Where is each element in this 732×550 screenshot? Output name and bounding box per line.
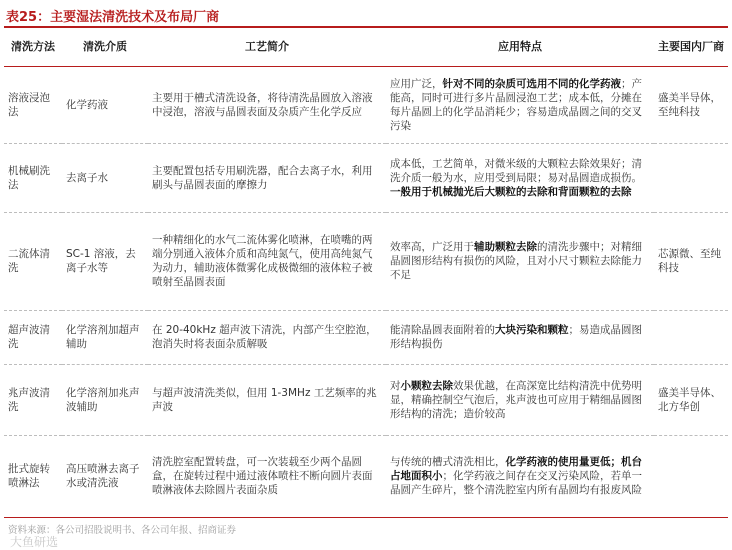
process-cell: 主要用于槽式清洗设备，将待清洗晶圆放入溶液中浸泡，溶液与晶圆表面及杂质产生化学反应 (152, 91, 373, 118)
table-header-row (4, 28, 728, 66)
process-cell: 清洗腔室配置转盘，可一次装载至少两个晶圆盒，在旋转过程中通过液体喷柱不断向圆片表面喷淋液体去除圆片表面杂质 (152, 456, 373, 496)
method-cell: 兆声波清洗 (8, 386, 50, 413)
method-cell: 二流体清洗 (8, 248, 50, 274)
feature-text: ；易造成晶圆图形结构损伤 (390, 324, 642, 350)
feature-text: 的清洗步骤中；对精细晶圆图形结构有损伤的风险，且对小尺寸颗粒去除能力不足 (390, 241, 642, 281)
method-cell: 机械刷洗法 (8, 164, 50, 191)
features-cell (386, 364, 654, 435)
watermark-text: 大鱼研选 (10, 535, 59, 549)
feature-highlight-text: 针对不同的杂质可选用不同的化学药液 (442, 77, 621, 90)
vendors-cell: 盛美半导体、北方华创 (658, 386, 721, 413)
header-vendors: 主要国内厂商 (658, 39, 724, 53)
features-cell (386, 66, 654, 143)
feature-text: ；产能高，同时可进行多片晶圆浸泡工艺；成本低，分摊在每片晶圆上的化学品消耗少；容易造成晶圆之间的交叉污染 (390, 77, 642, 132)
vendors-cell (654, 143, 728, 212)
table-title-bar (4, 4, 728, 28)
header-medium: 清洗介质 (83, 39, 127, 53)
medium-cell: 化学溶剂加兆声波辅助 (66, 386, 140, 413)
process-cell: 主要配置包括专用刷洗器，配合去离子水，利用刷头与晶圆表面的摩擦力 (152, 164, 373, 191)
features-cell (386, 212, 654, 310)
table-row (4, 143, 728, 212)
vendors-cell: 盛美半导体，至纯科技 (658, 91, 721, 118)
feature-text: 对 (390, 379, 401, 392)
features-cell (386, 143, 654, 212)
method-cell: 批式旋转喷淋法 (8, 463, 50, 489)
features-cell (386, 310, 654, 364)
feature-text: 成本低，工艺简单，对微米级的大颗粒去除效果好；清洗介质一般为水，应用受到局限；易对晶圆造成损伤。 (390, 157, 642, 184)
feature-text: 与传统的槽式清洗相比， (390, 456, 506, 468)
table-row (4, 66, 728, 143)
method-cell: 溶液浸泡法 (8, 91, 50, 118)
table-row (4, 212, 728, 310)
feature-highlight-text: 一般用于机械抛光后大颗粒的去除和背面颗粒的去除 (390, 185, 632, 198)
vendors-cell: 芯源微、至纯科技 (658, 248, 721, 274)
table-row (4, 310, 728, 364)
feature-highlight-text: 小颗粒去除 (400, 379, 453, 392)
medium-cell: SC-1 溶液，去离子水等 (66, 248, 136, 274)
process-cell: 一种精细化的水气二流体雾化喷淋，在喷嘴的两端分别通入液体介质和高纯氮气，使用高纯氮气为动力，辅助液体微雾化成极微细的液体粒子被喷射至晶圆表面 (152, 234, 373, 288)
features-cell (386, 435, 654, 517)
feature-text: ；化学药液之间存在交叉污染风险，若单一晶圆产生碎片，整个清洗腔室内所有晶圆均有报废风险 (390, 470, 642, 496)
header-method: 清洗方法 (11, 39, 55, 53)
medium-cell: 去离子水 (66, 171, 108, 184)
table-title: 表25：主要湿法清洗技术及布局厂商 (6, 10, 220, 25)
feature-text: 效果优越，在高深宽比结构清洗中优势明显，精确控制空气泡后，兆声波也可应用于精细晶圆图形结构的清洗；造价较高 (390, 379, 642, 420)
header-process: 工艺简介 (245, 39, 289, 53)
vendors-cell (654, 310, 728, 364)
feature-highlight-text: 辅助颗粒去除 (474, 241, 537, 253)
process-cell: 在 20-40kHz 超声波下清洗，内部产生空腔泡，泡消失时将表面杂质解吸 (152, 324, 377, 350)
medium-cell: 化学药液 (66, 98, 108, 111)
wet-cleaning-table (4, 28, 728, 518)
medium-cell: 化学溶剂加超声辅助 (66, 324, 140, 350)
process-cell: 与超声波清洗类似，但用 1-3MHz 工艺频率的兆声波 (152, 386, 377, 413)
table-row (4, 435, 728, 517)
medium-cell: 高压喷淋去离子水或清洗液 (66, 463, 140, 489)
feature-text: 效率高，广泛用于 (390, 241, 474, 253)
feature-highlight-text: 大块污染和颗粒 (495, 324, 569, 336)
method-cell: 超声波清洗 (8, 324, 50, 350)
header-features: 应用特点 (498, 39, 542, 53)
table-row (4, 364, 728, 435)
feature-highlight-text: 化学药液的使用量更低；机台占地面积小 (390, 456, 642, 482)
feature-text: 能清除晶圆表面附着的 (390, 324, 495, 336)
feature-text: 应用广泛， (390, 77, 443, 90)
vendors-cell (654, 435, 728, 517)
source-note: 资料来源：各公司招股说明书、各公司年报、招商证券 (8, 525, 237, 536)
